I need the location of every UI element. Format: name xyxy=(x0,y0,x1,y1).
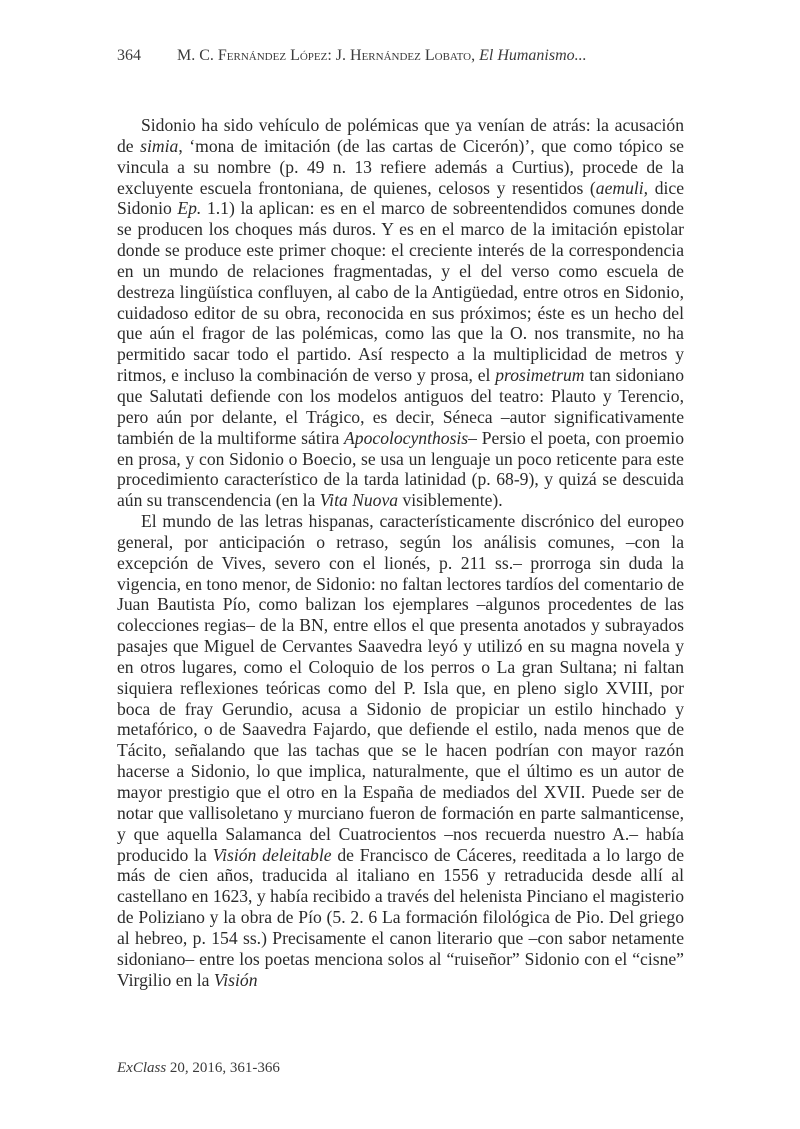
italic-term: Vita Nuova xyxy=(319,490,399,511)
page-number: 364 xyxy=(117,47,141,64)
italic-term: Visión deleitable xyxy=(212,844,332,865)
paragraph: Sidonio ha sido vehículo de polémicas que ya venían de atrás: la acusación de simia, ‘mona de imitación (de las cartas de Cicerón)’, que como tópico se vincula a su nombre (p. 49 n. 13 refiere además a Curtius), procede de la excluyente escuela frontoniana, de quienes, celosos y resentidos (aemuli, dice Sidonio Ep. 1.1) la aplican: es en el marco de sobreentendidos comunes donde se producen los choques más duros. Y es en el marco de la imitación epistolar donde se produce este primer choque: el creciente interés de la correspondencia en un mundo de relaciones fragmentadas, y el del verso como escuela de destreza lingüística confluyen, al cabo de la Antigüedad, entre otros en Sidonio, cuidadoso editor de su obra, reconocida en sus próximos; éste es un hecho del que aún el fragor de las polémicas, como las que la O. nos transmite, no ha permitido sacar todo el partido. Así respecto a la multiplicidad de metros y ritmos, e incluso la combinación de verso y prosa, el prosimetrum tan sidoniano que Salutati defiende con los modelos antiguos del teatro: Plauto y Terencio, pero aún por delante, el Trágico, es decir, Séneca –autor significativamente también de la multiforme sátira Apocolocynthosis– Persio el poeta, con proemio en prosa, y con Sidonio o Boecio, se usa un lenguaje un poco reticente para este procedimiento característico de la tarda latinidad (p. 68-9), y quizá se descuida aún su transcendencia (en la Vita Nuova visiblemente). xyxy=(117,115,684,511)
journal-footer xyxy=(117,1060,280,1077)
book-title: El Humanismo... xyxy=(479,47,587,64)
author-reviewed: J. Hernández Lobato xyxy=(335,47,472,64)
italic-term: aemuli, xyxy=(595,177,649,198)
italic-term: prosimetrum xyxy=(495,365,585,386)
italic-term: Apocolocynthosis xyxy=(344,427,469,448)
italic-term: simia xyxy=(140,135,179,156)
paragraph: El mundo de las letras hispanas, característicamente discrónico del europeo general, por anticipación o retraso, según los análisis comunes, –con la excepción de Vives, severo con el lionés, p. 211 ss.– prorroga sin duda la vigencia, en tono menor, de Sidonio: no faltan lectores tardíos del comentario de Juan Bautista Pío, como balizan los ejemplares –algunos procedentes de las colecciones regias– de la BN, entre ellos el que presenta anotados y subrayados pasajes que Miguel de Cervantes Saavedra leyó y utilizó en su magna novela y en otros lugares, como el Coloquio de los perros o La gran Sultana; ni faltan siquiera reflexiones teóricas como del P. Isla que, en pleno siglo XVIII, por boca de fray Gerundio, acusa a Sidonio de propiciar un estilo hinchado y metafórico, o de Saavedra Fajardo, que defiende el estilo, nada menos que de Tácito, señalando que las tachas que se le hacen podrían con mayor razón hacerse a Sidonio, lo que implica, naturalmente, que el último es un autor de mayor prestigio que el otro en la España de mediados del XVII. Puede ser de notar que vallisoletano y murciano fueron de formación en parte salmanticense, y que aquella Salamanca del Cuatrocientos –nos recuerda nuestro A.– había producido la Visión deleitable de Francisco de Cáceres, reeditada a lo largo de más de cien años, traducida al italiano en 1556 y retraducida desde allí al castellano en 1623, y había recibido a través del helenista Pinciano el magisterio de Poliziano y la obra de Pío (5. 2. 6 La formación filológica de Pio. Del griego al hebreo, p. 154 ss.) Precisamente el canon literario que –con sabor netamente sidoniano– entre los poetas menciona solos al “ruiseñor” Sidonio con el “cisne” Virgilio en la Visión xyxy=(117,511,685,990)
italic-term: Visión xyxy=(213,969,258,990)
journal-citation: 20, 2016, 361-366 xyxy=(166,1060,280,1076)
body-text xyxy=(117,115,684,990)
italic-term: Ep. xyxy=(177,198,202,219)
header-comma: , xyxy=(471,47,480,64)
running-header xyxy=(117,47,687,65)
author-reviewer: M. C. Fernández López xyxy=(177,47,328,64)
header-separator: : xyxy=(327,47,336,64)
journal-name: ExClass xyxy=(117,1060,167,1076)
